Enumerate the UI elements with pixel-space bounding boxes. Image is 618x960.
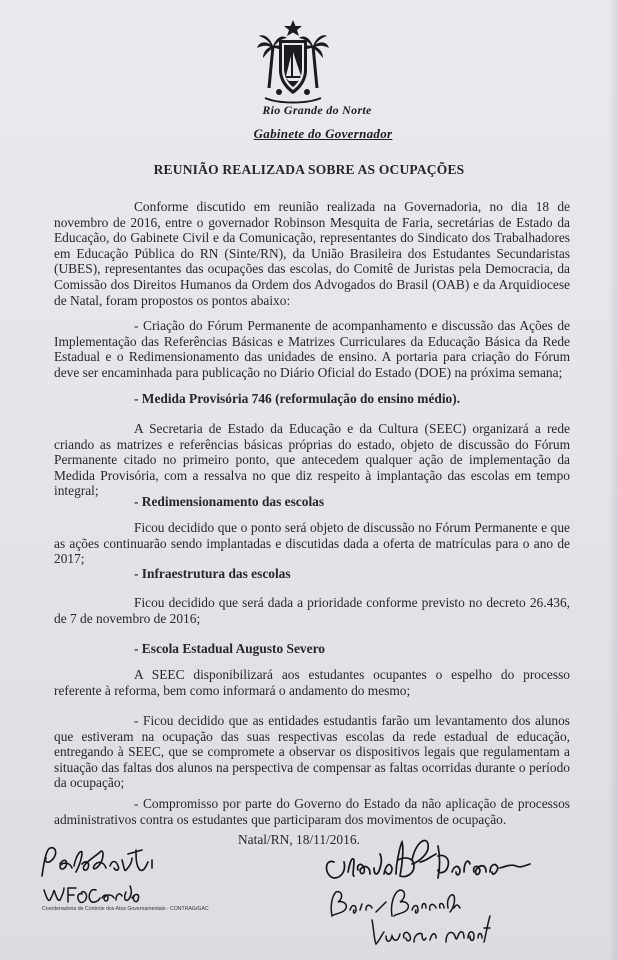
signature-left-top xyxy=(38,842,168,882)
text-line: - Ficou decidido que as entidades estudantis farão um levantamento dos alunos que xyxy=(54,713,570,744)
text-line: as matrizes e referências básicas próprias do estado, objeto de discussão do Fórum Permanente xyxy=(54,436,570,468)
coat-of-arms-icon xyxy=(255,18,331,106)
text-line: - Criação do Fórum Permanente de acompanhamento e discussão das Ações de xyxy=(134,318,570,333)
page-edge-shadow xyxy=(608,0,618,960)
text-line: reforma, bem como informará o andamento do mesmo; xyxy=(114,682,411,698)
text-line: dos alunos na perspectiva de compensar as faltas ocorridas durante o período da ocupação; xyxy=(54,759,570,791)
item-escola-paragraph xyxy=(54,667,570,698)
signature-right-bottom xyxy=(366,912,506,952)
text-line: ser encaminhada para publicação no Diário Oficial do Estado (DOE) na próxima semana; xyxy=(82,364,563,380)
text-line: Estadual e o Redimensionamento das unidades de ensino. A portaria para criação do Fórum deve xyxy=(54,349,570,380)
signature-right-top xyxy=(320,832,552,888)
text-line: administrativos contra os estudantes que participaram dos movimentos de ocupação. xyxy=(54,811,507,827)
item-forum-paragraph xyxy=(54,318,570,380)
text-line: propostos os pontos abaixo: xyxy=(141,292,291,308)
text-line: estiveram na ocupação das suas respectivas escolas da rede estadual de educação, entregando à xyxy=(54,728,570,760)
text-line: de 2016, entre o governador Robinson Mesquita de Faria, secretárias de Estado da Educação, do xyxy=(54,214,570,246)
text-line: ações continuarão sendo implantadas e discutidas dada a oferta de matrículas para o ano de 2017; xyxy=(54,535,570,567)
date-line: Natal/RN, 18/11/2016. xyxy=(238,832,360,847)
signature-caption: Coordenadoria de Controle dos Atos Governamentais - CONTRAG/GAC xyxy=(42,906,209,912)
text-line: Gabinete Civil e da Comunicação, representantes do Sindicato dos Trabalhadores em Educação xyxy=(54,230,570,261)
heading-medida-provisoria: - Medida Provisória 746 (reformulação do ensino médio). xyxy=(134,391,461,406)
text-line: citado no primeiro ponto, que antecedem qualquer ação de implementação da Medida Provisória, xyxy=(54,452,570,483)
text-line: Conforme discutido em reunião realizada na Governadoria, no dia 18 de novembro xyxy=(54,199,570,230)
text-line: A Secretaria de Estado da Educação e da Cultura (SEEC) organizará a rede criando xyxy=(54,421,570,452)
item-redim-paragraph xyxy=(54,520,570,567)
heading-escola-augusto-severo: - Escola Estadual Augusto Severo xyxy=(134,641,325,656)
item-compromisso-paragraph xyxy=(54,796,570,827)
letterhead-state-name: Rio Grande do Norte xyxy=(262,103,372,117)
item-infra-paragraph xyxy=(54,595,570,626)
text-line: - Compromisso por parte do Governo do Estado da não aplicação de processos xyxy=(134,796,570,811)
heading-infraestrutura: - Infraestrutura das escolas xyxy=(134,566,291,581)
document-title: REUNIÃO REALIZADA SOBRE AS OCUPAÇÕES xyxy=(153,162,465,177)
intro-paragraph xyxy=(54,199,570,308)
letterhead-office-name: Gabinete do Governador xyxy=(253,126,393,141)
text-line: A SEEC disponibilizará aos estudantes ocupantes o espelho do processo referente à xyxy=(54,667,570,698)
text-line: Pública do RN (Sinte/RN), da União Brasileira dos Estudantes Secundaristas (UBES), xyxy=(54,245,570,277)
text-line: Implementação das Referências Básicas e Matrizes Curriculares da Educação Básica da Rede xyxy=(54,333,570,349)
heading-redimensionamento: - Redimensionamento das escolas xyxy=(134,494,325,509)
text-line: 7 de novembro de 2016; xyxy=(70,610,201,626)
item-mp-paragraph xyxy=(54,421,570,499)
text-line: Direitos Humanos da Ordem dos Advogados do Brasil (OAB) e da Arquidiocese de Natal, foram xyxy=(54,276,570,308)
text-line: Ficou decidido que o ponto será objeto de discussão no Fórum Permanente e que as xyxy=(54,520,570,551)
text-line: Ficou decidido que será dada a prioridade conforme previsto no decreto 26.436, de xyxy=(54,595,570,626)
signature-left-bottom xyxy=(40,882,150,908)
text-line: SEEC, que se compromete a observar os dispositivos legais que regulamentam a situação das faltas xyxy=(54,744,570,775)
text-line: com a ressalva no que diz respeito à implantação das escolas em tempo integral; xyxy=(54,467,570,499)
item-levantamento-paragraph xyxy=(54,713,570,791)
text-line: representantes das ocupações das escolas, do Comitê de Juristas pela Democracia, da Comissão dos xyxy=(54,261,571,292)
